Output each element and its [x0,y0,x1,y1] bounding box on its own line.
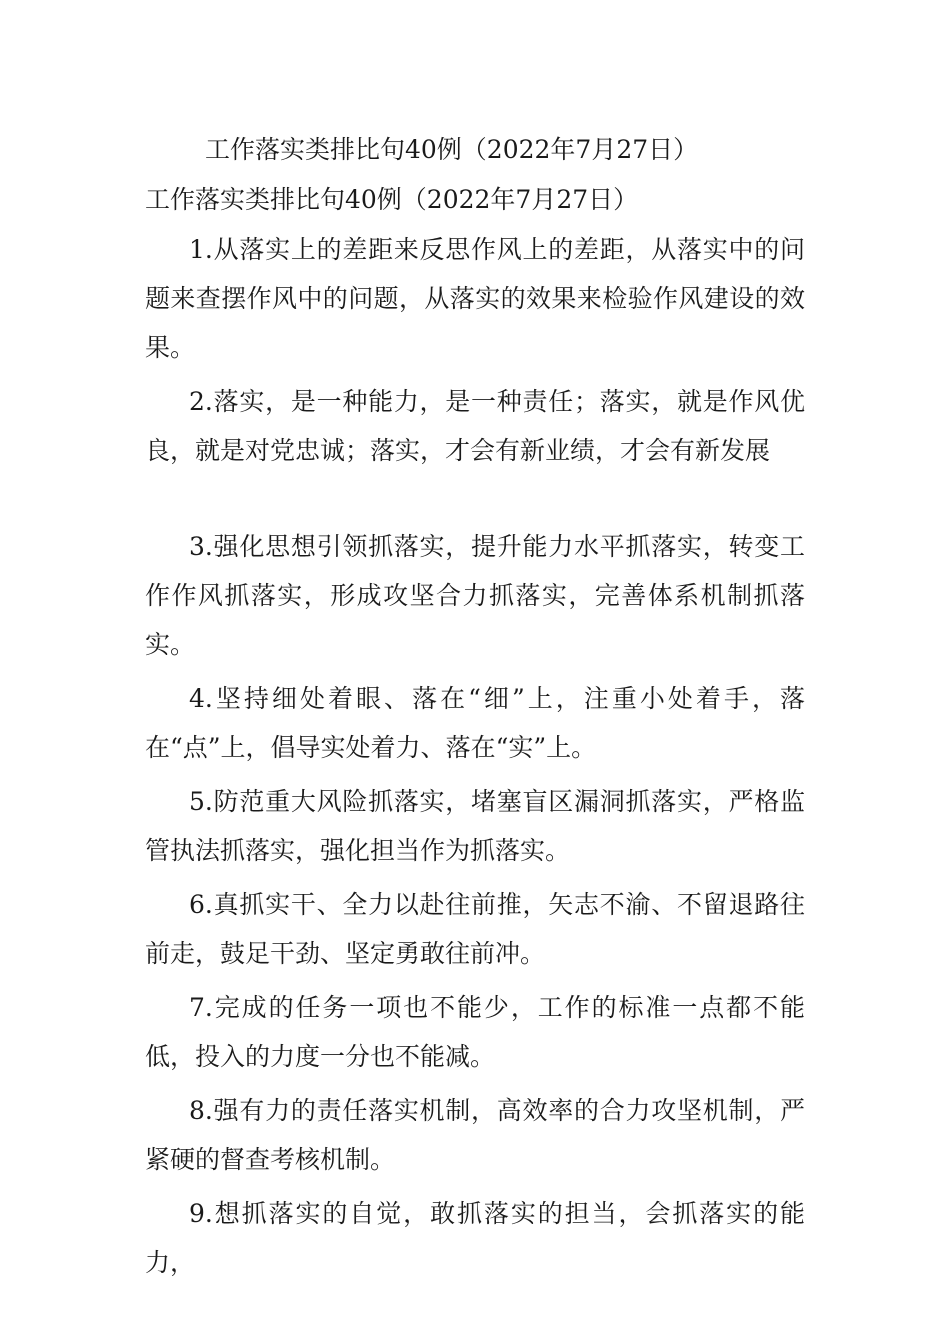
paragraph-item-8: 8.强有力的责任落实机制，高效率的合力攻坚机制，严紧硬的督查考核机制。 [145,1096,805,1174]
paragraph-item-3: 3.强化思想引领抓落实，提升能力水平抓落实，转变工作作风抓落实，形成攻坚合力抓落实，完善体系机制抓落实。 [145,532,805,659]
paragraph-item-5: 5.防范重大风险抓落实，堵塞盲区漏洞抓落实，严格监管执法抓落实，强化担当作为抓落实。 [145,787,805,865]
document-subtitle: 工作落实类排比句40例（2022年7月27日） [145,185,639,214]
paragraph-item-2: 2.落实，是一种能力，是一种责任；落实，就是作风优良，就是对党忠诚；落实，才会有新业绩，才会有新发展 [145,387,805,465]
paragraph-item-6: 6.真抓实干、全力以赴往前推，矢志不渝、不留退路往前走，鼓足干劲、坚定勇敢往前冲。 [145,890,805,968]
document-title: 工作落实类排比句40例（2022年7月27日） [205,135,699,164]
paragraph-item-1: 1.从落实上的差距来反思作风上的差距，从落实中的问题来查摆作风中的问题，从落实的效果来检验作风建设的效果。 [145,235,805,362]
paragraph-item-9: 9.想抓落实的自觉，敢抓落实的担当，会抓落实的能力， [145,1199,805,1277]
document-body [145,225,805,1292]
paragraph-item-7: 7.完成的任务一项也不能少，工作的标准一点都不能低，投入的力度一分也不能减。 [145,993,805,1071]
paragraph-item-4: 4.坚持细处着眼、落在“细”上，注重小处着手，落在“点”上，倡导实处着力、落在“实”上。 [145,684,805,762]
